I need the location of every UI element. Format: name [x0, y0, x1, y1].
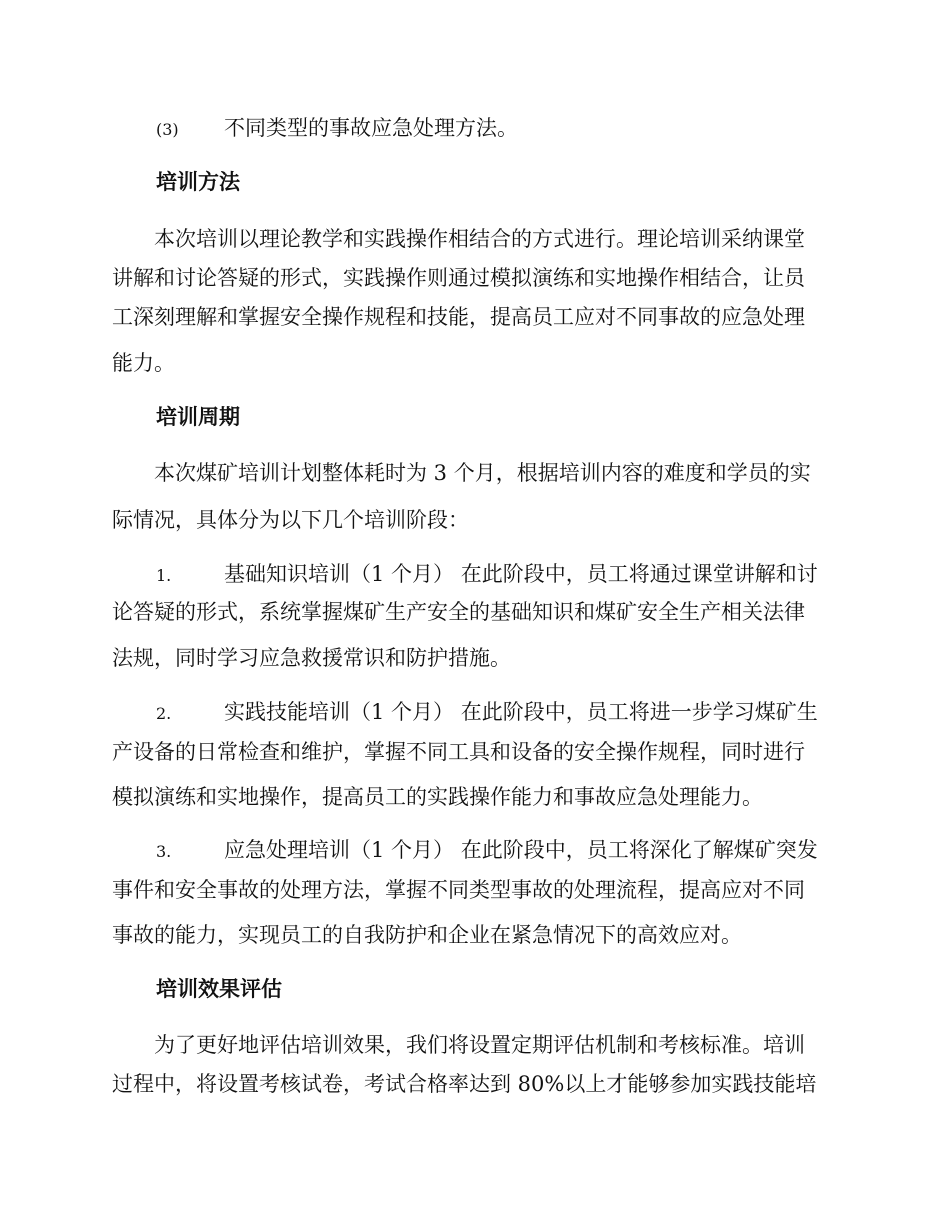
paragraph-line: 能力。 [112, 351, 175, 375]
stage-item-2 [156, 698, 818, 726]
section-heading-evaluation: 培训效果评估 [156, 976, 282, 1001]
stage-number: 2. [156, 704, 172, 723]
paragraph-line: 过程中，将设置考核试卷，考试合格率达到 80%以上才能够参加实践技能培 [112, 1072, 817, 1096]
section-heading-method: 培训方法 [156, 169, 240, 194]
list-item-text: 不同类型的事故应急处理方法。 [224, 116, 518, 140]
list-number: (3) [156, 120, 179, 139]
section-heading-period: 培训周期 [156, 404, 240, 429]
paragraph-line: 产设备的日常检查和维护，掌握不同工具和设备的安全操作规程，同时进行 [112, 740, 805, 764]
stage-number: 1. [156, 566, 172, 585]
paragraph-line: 事故的能力，实现员工的自我防护和企业在紧急情况下的高效应对。 [112, 923, 742, 947]
paragraph-line: 际情况，具体分为以下几个培训阶段： [112, 508, 469, 532]
stage-text: 基础知识培训（1 个月） 在此阶段中，员工将通过课堂讲解和讨 [224, 562, 818, 586]
paragraph-line: 工深刻理解和掌握安全操作规程和技能，提高员工应对不同事故的应急处理 [112, 305, 805, 329]
paragraph-line: 模拟演练和实地操作，提高员工的实践操作能力和事故应急处理能力。 [112, 785, 763, 809]
paragraph-line: 本次煤矿培训计划整体耗时为 3 个月，根据培训内容的难度和学员的实 [154, 461, 811, 485]
list-item-3 [156, 114, 518, 142]
paragraph-line: 本次培训以理论教学和实践操作相结合的方式进行。理论培训采纳课堂 [154, 227, 805, 251]
stage-text: 应急处理培训（1 个月） 在此阶段中，员工将深化了解煤矿突发 [224, 838, 818, 862]
paragraph-line: 为了更好地评估培训效果，我们将设置定期评估机制和考核标准。培训 [154, 1033, 805, 1057]
stage-number: 3. [156, 842, 172, 861]
paragraph-line: 法规，同时学习应急救援常识和防护措施。 [112, 646, 511, 670]
paragraph-line: 讲解和讨论答疑的形式，实践操作则通过模拟演练和实地操作相结合，让员 [112, 266, 805, 290]
stage-item-1 [156, 560, 818, 588]
paragraph-line: 论答疑的形式，系统掌握煤矿生产安全的基础知识和煤矿安全生产相关法律 [112, 600, 805, 624]
paragraph-line: 事件和安全事故的处理方法，掌握不同类型事故的处理流程，提高应对不同 [112, 878, 805, 902]
stage-item-3 [156, 836, 818, 864]
stage-text: 实践技能培训（1 个月） 在此阶段中，员工将进一步学习煤矿生 [224, 700, 818, 724]
